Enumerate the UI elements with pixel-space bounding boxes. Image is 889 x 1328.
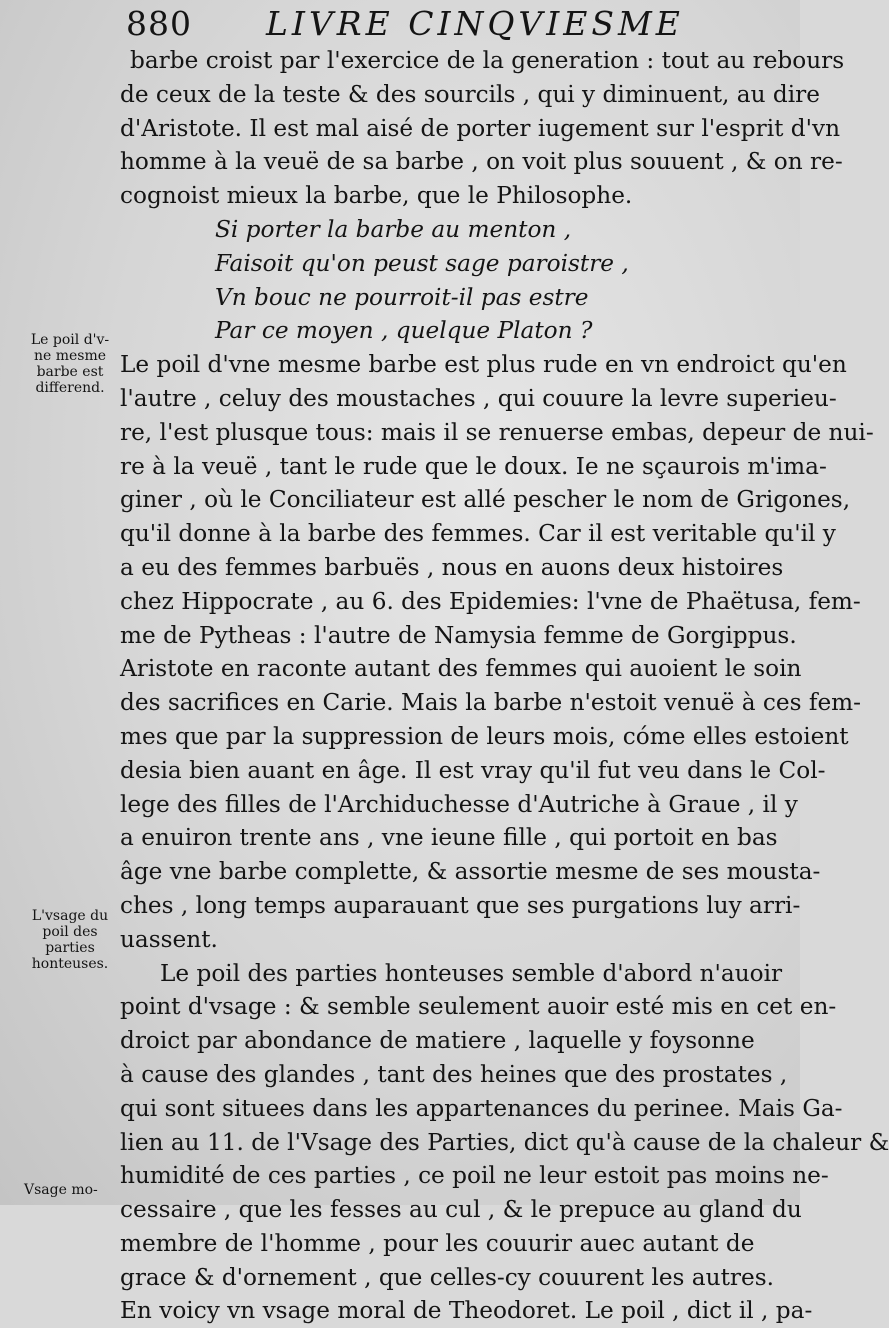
text-line: uassent.: [120, 925, 218, 953]
text-line: des sacrifices en Carie. Mais la barbe n'estoit venuë à ces fem-: [120, 689, 861, 717]
text-line: Le poil d'vne mesme barbe est plus rude en vn endroict qu'en: [120, 351, 847, 379]
text-line: Vn bouc ne pourroit-il pas estre: [215, 283, 589, 311]
text-line: a eu des femmes barbuës , nous en auons deux histoires: [120, 553, 784, 581]
text-line: qu'il donne à la barbe des femmes. Car il est veritable qu'il y: [120, 520, 836, 548]
text-line: desia bien auant en âge. Il est vray qu'il fut veu dans le Col-: [120, 756, 826, 784]
text-line: lien au 11. de l'Vsage des Parties, dict qu'à cause de la chaleur &: [120, 1128, 889, 1156]
margin-note-line: Vsage mo-: [24, 1182, 98, 1198]
text-line: me de Pytheas : l'autre de Namysia femme de Gorgippus.: [120, 621, 797, 649]
body-text: [120, 44, 889, 1328]
margin-note-beard-hair: [20, 332, 120, 396]
margin-note-line: poil des: [42, 924, 98, 940]
text-line: Si porter la barbe au menton ,: [215, 215, 572, 243]
text-line: à cause des glandes , tant des heines que des prostates ,: [120, 1060, 788, 1088]
margin-note-line: parties: [45, 940, 95, 956]
text-line: Par ce moyen , quelque Platon ?: [215, 317, 593, 345]
margin-note-line: honteuses.: [31, 956, 109, 972]
text-line: grace & d'ornement , que celles-cy couurent les autres.: [120, 1263, 774, 1291]
text-line: d'Aristote. Il est mal aisé de porter iugement sur l'esprit d'vn: [120, 114, 841, 142]
margin-note-line: Le poil d'v-: [30, 332, 110, 348]
text-line: Aristote en raconte autant des femmes qui auoient le soin: [120, 655, 802, 683]
text-line: droict par abondance de matiere , laquelle y foysonne: [120, 1027, 755, 1055]
text-line: lege des filles de l'Archiduchesse d'Autriche à Graue , il y: [120, 790, 798, 818]
text-line: l'autre , celuy des moustaches , qui couure la levre superieu-: [120, 384, 837, 412]
margin-note-line: L'vsage du: [31, 908, 109, 924]
text-line: re, l'est plusque tous: mais il se renuerse embas, depeur de nui-: [120, 418, 874, 446]
text-line: ches , long temps auparauant que ses purgations luy arri-: [120, 891, 801, 919]
text-line: humidité de ces parties , ce poil ne leur estoit pas moins ne-: [120, 1162, 829, 1190]
margin-note-moral-usage: [24, 1182, 124, 1198]
text-line: qui sont situees dans les appartenances du perinee. Mais Ga-: [120, 1094, 843, 1122]
text-line: chez Hippocrate , au 6. des Epidemies: l'vne de Phaëtusa, fem-: [120, 587, 861, 615]
margin-note-line: barbe est: [36, 364, 104, 380]
page-header: [126, 4, 800, 44]
page-number: 880: [126, 4, 192, 43]
margin-note-line: differend.: [35, 380, 105, 396]
text-line: En voicy vn vsage moral de Theodoret. Le poil , dict il , pa-: [120, 1297, 813, 1325]
text-line: homme à la veuë de sa barbe , on voit plus souuent , & on re-: [120, 148, 843, 176]
text-line: mes que par la suppression de leurs mois, cóme elles estoient: [120, 722, 849, 750]
text-line: membre de l'homme , pour les couurir auec autant de: [120, 1229, 755, 1257]
text-line: point d'vsage : & semble seulement auoir esté mis en cet en-: [120, 993, 837, 1021]
text-line: giner , où le Conciliateur est allé pescher le nom de Grigones,: [120, 486, 851, 514]
text-line: barbe croist par l'exercice de la generation : tout au rebours: [130, 47, 845, 74]
text-line: âge vne barbe complette, & assortie mesme de ses mousta-: [120, 858, 821, 886]
text-line: de ceux de la teste & des sourcils , qui y diminuent, au dire: [120, 80, 820, 108]
text-line: a enuiron trente ans , vne ieune fille , qui portoit en bas: [120, 824, 778, 852]
text-line: re à la veuë , tant le rude que le doux. Ie ne sçaurois m'ima-: [120, 452, 827, 480]
text-line: cessaire , que les fesses au cul , & le prepuce au gland du: [120, 1196, 802, 1224]
margin-note-line: ne mesme: [33, 348, 107, 364]
text-line: Faisoit qu'on peust sage paroistre ,: [215, 249, 629, 277]
running-title: LIVRE CINQVIESME: [266, 4, 684, 43]
margin-note-usage: [20, 908, 120, 972]
text-line: cognoist mieux la barbe, que le Philosophe.: [120, 182, 633, 210]
text-line: Le poil des parties honteuses semble d'abord n'auoir: [160, 959, 783, 987]
